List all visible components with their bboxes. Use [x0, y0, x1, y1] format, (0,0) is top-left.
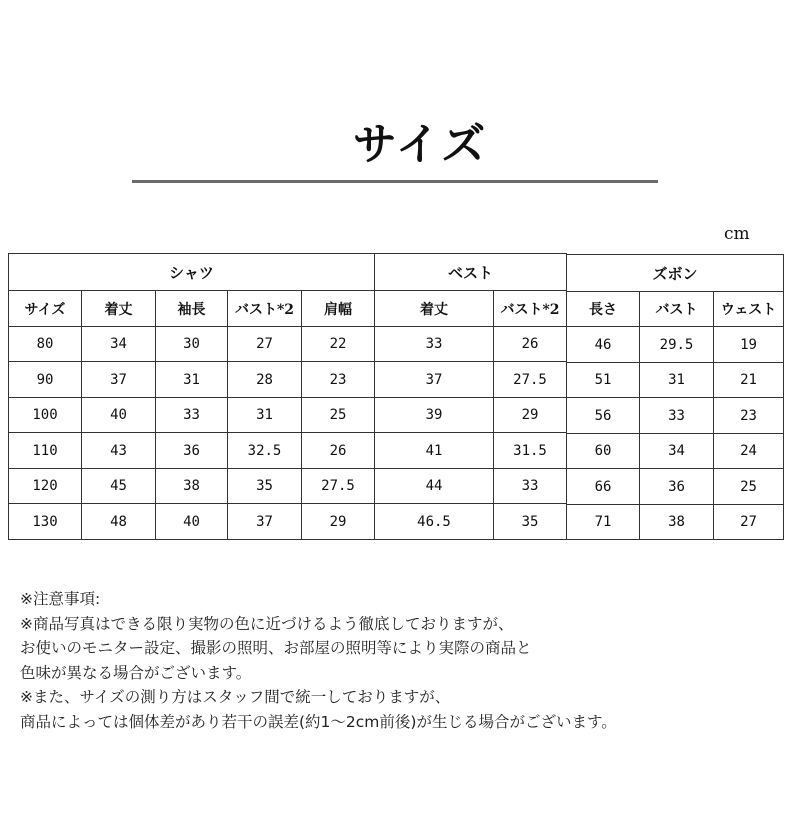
shirt-size-table: [8, 253, 375, 540]
notes-block: [20, 587, 617, 734]
table-row: [9, 433, 375, 469]
table-cell: 30: [156, 327, 228, 362]
shirt-col-length: 着丈: [82, 291, 156, 327]
pants-col-length: 長さ: [567, 292, 640, 327]
table-cell: 130: [9, 504, 82, 540]
table-cell: 31.5: [494, 433, 567, 469]
table-cell: 110: [9, 433, 82, 469]
title-divider: [132, 180, 658, 183]
notes-line: ※商品写真はできる限り実物の色に近づけるよう徹底しておりますが、: [20, 614, 514, 633]
table-cell: 33: [375, 327, 494, 362]
table-cell: 28: [228, 362, 302, 398]
table-cell: 46: [567, 327, 640, 363]
table-cell: 22: [302, 327, 375, 362]
table-cell: 90: [9, 362, 82, 398]
table-row: [375, 362, 567, 398]
table-row: [375, 433, 567, 469]
unit-label: cm: [724, 224, 750, 244]
pants-group-header: ズボン: [567, 255, 784, 292]
table-row: [567, 398, 784, 434]
table-cell: 29: [302, 504, 375, 540]
shirt-col-shoulder: 肩幅: [302, 291, 375, 327]
shirt-col-size: サイズ: [9, 291, 82, 327]
table-cell: 19: [714, 327, 784, 363]
table-cell: 32.5: [228, 433, 302, 469]
table-cell: 35: [228, 469, 302, 504]
table-cell: 26: [494, 327, 567, 362]
table-row: [375, 327, 567, 362]
table-cell: 56: [567, 398, 640, 434]
vest-col-bust: バスト*2: [494, 291, 567, 327]
pants-size-table: [566, 254, 784, 540]
table-row: [567, 327, 784, 363]
table-cell: 37: [228, 504, 302, 540]
table-cell: 27.5: [302, 469, 375, 504]
table-cell: 40: [82, 398, 156, 433]
table-cell: 45: [82, 469, 156, 504]
pants-col-waist: ウェスト: [714, 292, 784, 327]
table-cell: 37: [375, 362, 494, 398]
table-cell: 25: [714, 469, 784, 505]
shirt-col-sleeve: 袖長: [156, 291, 228, 327]
table-cell: 33: [640, 398, 714, 434]
table-cell: 38: [640, 505, 714, 540]
table-cell: 40: [156, 504, 228, 540]
table-row: [9, 504, 375, 540]
table-cell: 26: [302, 433, 375, 469]
table-cell: 36: [640, 469, 714, 505]
table-row: [9, 398, 375, 433]
table-cell: 48: [82, 504, 156, 540]
table-cell: 71: [567, 505, 640, 540]
table-cell: 21: [714, 363, 784, 398]
table-cell: 46.5: [375, 504, 494, 540]
table-cell: 43: [82, 433, 156, 469]
table-cell: 27: [714, 505, 784, 540]
notes-line: ※また、サイズの測り方はスタッフ間で統一しておりますが、: [20, 688, 451, 706]
table-cell: 80: [9, 327, 82, 362]
table-row: [9, 362, 375, 398]
table-cell: 27.5: [494, 362, 567, 398]
table-row: [567, 505, 784, 540]
table-cell: 23: [714, 398, 784, 434]
table-cell: 41: [375, 433, 494, 469]
table-cell: 34: [82, 327, 156, 362]
table-cell: 31: [640, 363, 714, 398]
vest-group-header: ベスト: [375, 254, 567, 291]
table-cell: 39: [375, 398, 494, 433]
table-cell: 23: [302, 362, 375, 398]
notes-line: 色味が異なる場合がございます。: [20, 663, 252, 682]
table-row: [567, 469, 784, 505]
vest-col-length: 着丈: [375, 291, 494, 327]
table-row: [9, 469, 375, 504]
pants-col-hip: バスト: [640, 292, 714, 327]
table-cell: 31: [228, 398, 302, 433]
table-cell: 44: [375, 469, 494, 504]
table-cell: 100: [9, 398, 82, 433]
table-cell: 33: [494, 469, 567, 504]
notes-line: 商品によっては個体差があり若干の誤差(約1～2cm前後)が生じる場合がございます。: [20, 712, 617, 731]
table-cell: 34: [640, 434, 714, 469]
table-cell: 120: [9, 469, 82, 504]
table-cell: 37: [82, 362, 156, 398]
table-row: [375, 469, 567, 504]
vest-size-table: [374, 253, 567, 540]
table-cell: 33: [156, 398, 228, 433]
table-row: [567, 363, 784, 398]
table-cell: 36: [156, 433, 228, 469]
table-row: [9, 327, 375, 362]
table-cell: 60: [567, 434, 640, 469]
table-cell: 31: [156, 362, 228, 398]
notes-heading: ※注意事項:: [20, 590, 101, 608]
table-row: [375, 398, 567, 433]
table-cell: 35: [494, 504, 567, 540]
page-title: サイズ: [352, 119, 488, 170]
table-cell: 27: [228, 327, 302, 362]
table-cell: 24: [714, 434, 784, 469]
table-cell: 29.5: [640, 327, 714, 363]
table-row: [375, 504, 567, 540]
table-cell: 38: [156, 469, 228, 504]
table-cell: 25: [302, 398, 375, 433]
table-row: [567, 434, 784, 469]
table-cell: 51: [567, 363, 640, 398]
shirt-col-bust: バスト*2: [228, 291, 302, 327]
table-cell: 29: [494, 398, 567, 433]
table-cell: 66: [567, 469, 640, 505]
shirt-group-header: シャツ: [9, 254, 375, 291]
notes-line: お使いのモニター設定、撮影の照明、お部屋の照明等により実際の商品と: [20, 639, 532, 657]
